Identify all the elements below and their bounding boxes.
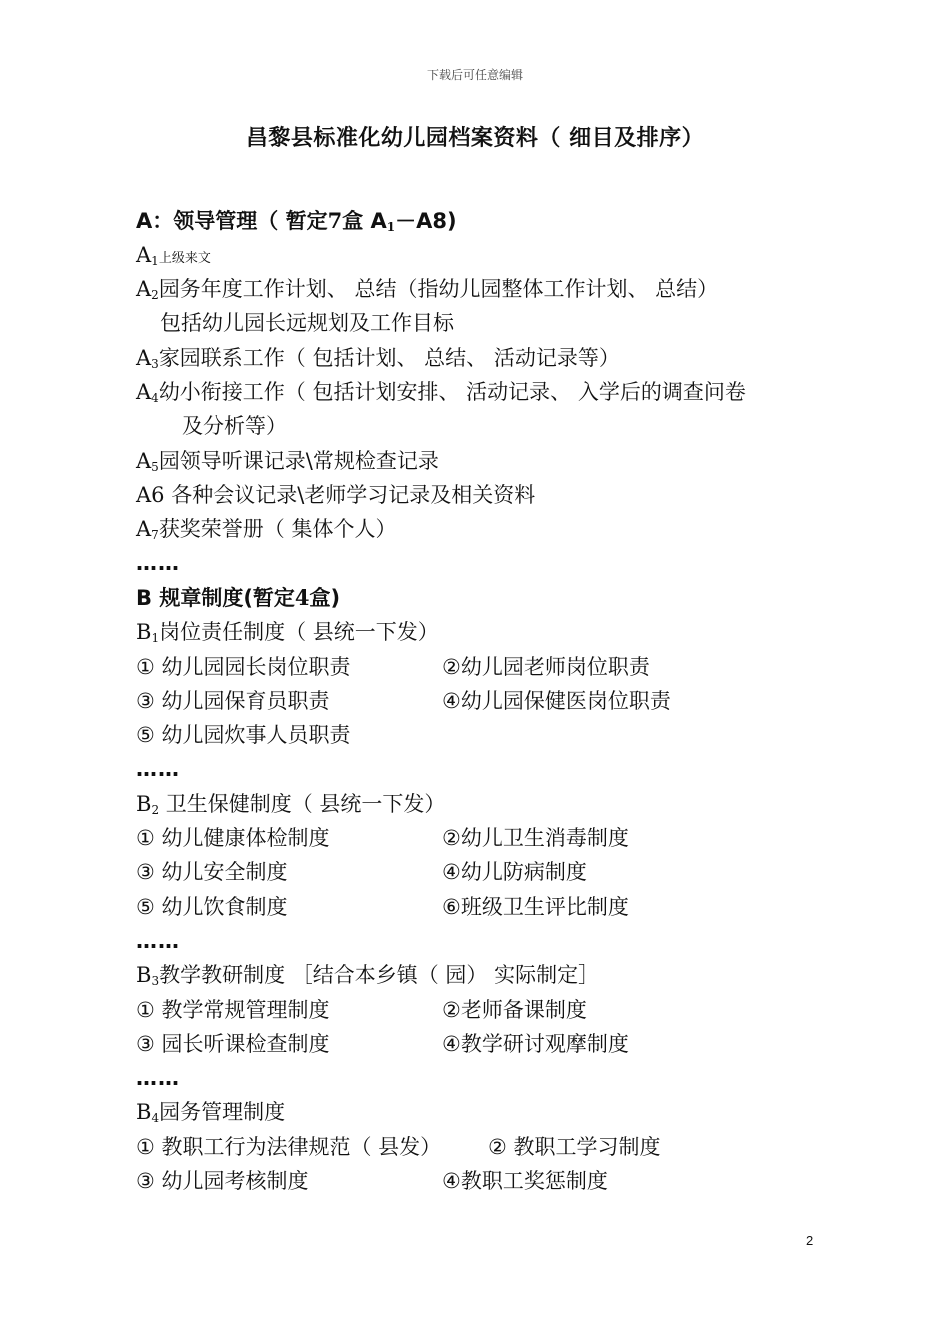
list-item: ⑥班级卫生评比制度 (442, 895, 629, 919)
page-number: 2 (806, 1233, 814, 1248)
b1-ellipsis: …… (136, 757, 180, 781)
document-title: 昌黎县标准化幼儿园档案资料（ 细目及排序） (245, 126, 705, 151)
list-item: ④幼儿园保健医岗位职责 (442, 689, 671, 713)
b2-row-2 (136, 857, 587, 887)
b1-row-2 (136, 686, 671, 716)
list-item: ②幼儿卫生消毒制度 (442, 826, 629, 850)
b2-row-3 (136, 892, 629, 922)
list-item: ① 幼儿健康体检制度 (136, 826, 330, 850)
section-a-heading: A：领导管理（ 暂定7盒 $A_1-A8$) (136, 208, 457, 234)
list-item: ④教学研讨观摩制度 (442, 1032, 629, 1056)
section-b-heading: B 规章制度(暂定4盒) (136, 585, 341, 610)
list-item: ②老师备课制度 (442, 998, 587, 1022)
list-item: ③ 幼儿安全制度 (136, 860, 288, 884)
item-a2: $A_2$园务年度工作计划、 总结（指幼儿园整体工作计划、 总结） (136, 277, 719, 302)
item-a2-continuation: 包括幼儿园长远规划及工作目标 (160, 311, 454, 335)
item-a4: $A_4$幼小衔接工作（ 包括计划安排、 活动记录、 入学后的调查问卷 (136, 380, 746, 405)
b2-title: $B_2$ 卫生保健制度（ 县统一下发） (136, 792, 446, 817)
list-item: ③ 幼儿园保育员职责 (136, 689, 330, 713)
section-a-ellipsis: …… (136, 551, 180, 575)
b4-row-2 (136, 1166, 608, 1196)
b4-title: $B_4$园务管理制度 (136, 1100, 286, 1125)
b1-title: $B_1$岗位责任制度（ 县统一下发） (136, 620, 439, 645)
list-item: ④幼儿防病制度 (442, 860, 587, 884)
item-a4-continuation: 及分析等） (182, 414, 287, 438)
b1-row-3 (136, 720, 351, 750)
b3-row-2 (136, 1029, 629, 1059)
item-a6: A6 各种会议记录\老师学习记录及相关资料 (136, 483, 536, 507)
item-a3: $A_3$家园联系工作（ 包括计划、 总结、 活动记录等） (136, 346, 620, 371)
list-item: ⑤ 幼儿园炊事人员职责 (136, 723, 351, 747)
list-item: ② 教职工学习制度 (488, 1135, 661, 1159)
b4-row-1 (136, 1132, 661, 1162)
item-a5: $A_5$园领导听课记录\常规检查记录 (136, 449, 439, 474)
b1-row-1 (136, 652, 650, 682)
list-item: ① 教职工行为法律规范（ 县发） (136, 1135, 442, 1159)
list-item: ① 教学常规管理制度 (136, 998, 330, 1022)
b2-row-1 (136, 823, 629, 853)
list-item: ②幼儿园老师岗位职责 (442, 655, 650, 679)
list-item: ⑤ 幼儿饮食制度 (136, 895, 288, 919)
b3-ellipsis: …… (136, 1066, 180, 1090)
item-a7: $A_7$获奖荣誉册（ 集体个人） (136, 517, 397, 542)
list-item: ④教职工奖惩制度 (442, 1169, 608, 1193)
item-a1: $A_1$上级来文 (136, 243, 211, 268)
list-item: ③ 幼儿园考核制度 (136, 1169, 309, 1193)
b2-ellipsis: …… (136, 929, 180, 953)
b3-title: $B_3$教学教研制度 ［结合本乡镇（ 园） 实际制定］ (136, 963, 600, 988)
header-note: 下载后可任意编辑 (426, 68, 523, 82)
b3-row-1 (136, 995, 587, 1025)
list-item: ③ 园长听课检查制度 (136, 1032, 330, 1056)
list-item: ① 幼儿园园长岗位职责 (136, 655, 351, 679)
